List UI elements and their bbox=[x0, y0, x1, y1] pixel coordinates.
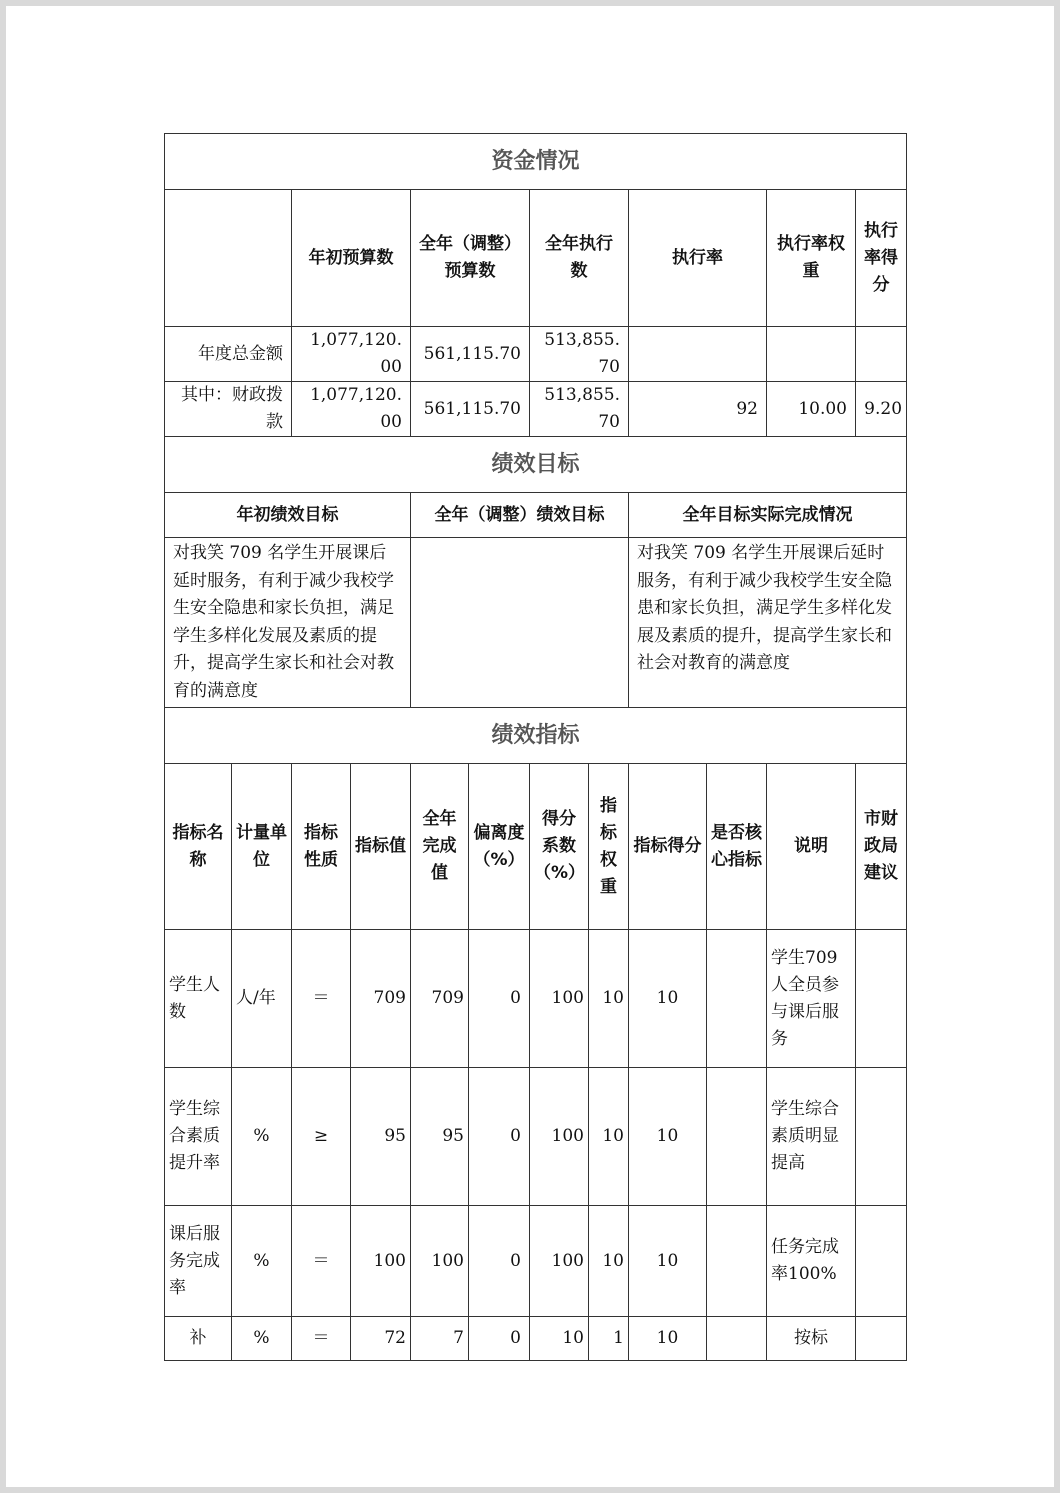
ind-unit: % bbox=[232, 1068, 292, 1206]
funds-header-rate: 执行率 bbox=[629, 190, 767, 327]
funds-header-adjusted: 全年（调整）预算数 bbox=[411, 190, 530, 327]
ind-nature: ≥ bbox=[292, 1068, 351, 1206]
goals-header-actual: 全年目标实际完成情况 bbox=[629, 493, 907, 538]
ind-advice bbox=[856, 1068, 907, 1206]
ind-header-deviation: 偏离度（%） bbox=[469, 764, 530, 930]
ind-actual: 7 bbox=[411, 1317, 469, 1361]
ind-coef: 10 bbox=[530, 1317, 589, 1361]
ind-header-name: 指标名称 bbox=[165, 764, 232, 930]
ind-weight: 1 bbox=[589, 1317, 629, 1361]
ind-core bbox=[707, 1206, 767, 1317]
ind-score: 10 bbox=[629, 1068, 707, 1206]
ind-header-unit: 计量单位 bbox=[232, 764, 292, 930]
funds-rate-merged: 92 bbox=[629, 382, 767, 437]
document-page bbox=[6, 6, 1054, 1487]
indicators-section-title: 绩效指标 bbox=[165, 708, 907, 764]
ind-deviation: 0 bbox=[469, 1206, 530, 1317]
funds-row-executed: 513,855.70 bbox=[530, 382, 629, 437]
ind-coef: 100 bbox=[530, 930, 589, 1068]
ind-name: 补 bbox=[165, 1317, 232, 1361]
ind-target: 95 bbox=[351, 1068, 411, 1206]
table-row bbox=[165, 1068, 907, 1206]
funds-section-title: 资金情况 bbox=[165, 134, 907, 190]
funds-row-budget: 1,077,120.00 bbox=[292, 327, 411, 382]
funds-header-score: 执行率得分 bbox=[856, 190, 907, 327]
ind-nature: ＝ bbox=[292, 1317, 351, 1361]
ind-target: 709 bbox=[351, 930, 411, 1068]
funds-row-label: 其中：财政拨款 bbox=[165, 382, 292, 437]
ind-coef: 100 bbox=[530, 1068, 589, 1206]
ind-core bbox=[707, 930, 767, 1068]
ind-note: 按标 bbox=[767, 1317, 856, 1361]
table-row bbox=[165, 1317, 907, 1361]
ind-weight: 10 bbox=[589, 1068, 629, 1206]
funds-header-weight: 执行率权重 bbox=[767, 190, 856, 327]
ind-advice bbox=[856, 930, 907, 1068]
funds-header-budget: 年初预算数 bbox=[292, 190, 411, 327]
ind-core bbox=[707, 1317, 767, 1361]
funds-header-blank bbox=[165, 190, 292, 327]
table-row bbox=[165, 930, 907, 1068]
ind-header-target: 指标值 bbox=[351, 764, 411, 930]
ind-actual: 100 bbox=[411, 1206, 469, 1317]
funds-row-executed: 513,855.70 bbox=[530, 327, 629, 382]
goals-header-adjusted: 全年（调整）绩效目标 bbox=[411, 493, 629, 538]
ind-score: 10 bbox=[629, 930, 707, 1068]
ind-advice bbox=[856, 1206, 907, 1317]
funds-row-weight bbox=[767, 327, 856, 382]
goals-header-initial: 年初绩效目标 bbox=[165, 493, 411, 538]
funds-weight-merged: 10.00 bbox=[767, 382, 856, 437]
ind-score: 10 bbox=[629, 1317, 707, 1361]
ind-unit: 人/年 bbox=[232, 930, 292, 1068]
ind-header-weight: 指标权重 bbox=[589, 764, 629, 930]
ind-header-coef: 得分系数（%） bbox=[530, 764, 589, 930]
ind-weight: 10 bbox=[589, 930, 629, 1068]
ind-nature: ＝ bbox=[292, 1206, 351, 1317]
funds-score-merged: 9.20 bbox=[856, 382, 907, 437]
ind-core bbox=[707, 1068, 767, 1206]
goals-actual-text: 对我笑 709 名学生开展课后延时服务，有利于减少我校学生安全隐患和家长负担，满足学生多样化发展及素质的提升，提高学生家长和社会对教育的满意度 bbox=[629, 538, 907, 708]
ind-header-note: 说明 bbox=[767, 764, 856, 930]
ind-target: 72 bbox=[351, 1317, 411, 1361]
ind-nature: ＝ bbox=[292, 930, 351, 1068]
ind-note: 任务完成率100% bbox=[767, 1206, 856, 1317]
ind-header-advice: 市财政局建议 bbox=[856, 764, 907, 930]
ind-header-actual: 全年完成值 bbox=[411, 764, 469, 930]
ind-unit: % bbox=[232, 1317, 292, 1361]
goals-section-title: 绩效目标 bbox=[165, 437, 907, 493]
ind-note: 学生709人全员参与课后服务 bbox=[767, 930, 856, 1068]
funds-row-budget: 1,077,120.00 bbox=[292, 382, 411, 437]
ind-actual: 709 bbox=[411, 930, 469, 1068]
funds-row-label: 年度总金额 bbox=[165, 327, 292, 382]
funds-row-score bbox=[856, 327, 907, 382]
ind-unit: % bbox=[232, 1206, 292, 1317]
ind-name: 课后服务完成率 bbox=[165, 1206, 232, 1317]
ind-note: 学生综合素质明显提高 bbox=[767, 1068, 856, 1206]
ind-deviation: 0 bbox=[469, 1068, 530, 1206]
performance-table bbox=[164, 133, 907, 1361]
table-row bbox=[165, 1206, 907, 1317]
ind-advice bbox=[856, 1317, 907, 1361]
ind-name: 学生综合素质提升率 bbox=[165, 1068, 232, 1206]
ind-header-core: 是否核心指标 bbox=[707, 764, 767, 930]
funds-row-adjusted: 561,115.70 bbox=[411, 327, 530, 382]
ind-deviation: 0 bbox=[469, 1317, 530, 1361]
ind-coef: 100 bbox=[530, 1206, 589, 1317]
ind-deviation: 0 bbox=[469, 930, 530, 1068]
ind-name: 学生人数 bbox=[165, 930, 232, 1068]
funds-header-executed: 全年执行数 bbox=[530, 190, 629, 327]
ind-target: 100 bbox=[351, 1206, 411, 1317]
goals-initial-text: 对我笑 709 名学生开展课后延时服务，有利于减少我校学生安全隐患和家长负担，满足学生多样化发展及素质的提升，提高学生家长和社会对教育的满意度 bbox=[165, 538, 411, 708]
goals-adjusted-text bbox=[411, 538, 629, 708]
funds-row-rate bbox=[629, 327, 767, 382]
ind-weight: 10 bbox=[589, 1206, 629, 1317]
ind-actual: 95 bbox=[411, 1068, 469, 1206]
ind-header-nature: 指标性质 bbox=[292, 764, 351, 930]
funds-row-adjusted: 561,115.70 bbox=[411, 382, 530, 437]
ind-header-score: 指标得分 bbox=[629, 764, 707, 930]
ind-score: 10 bbox=[629, 1206, 707, 1317]
